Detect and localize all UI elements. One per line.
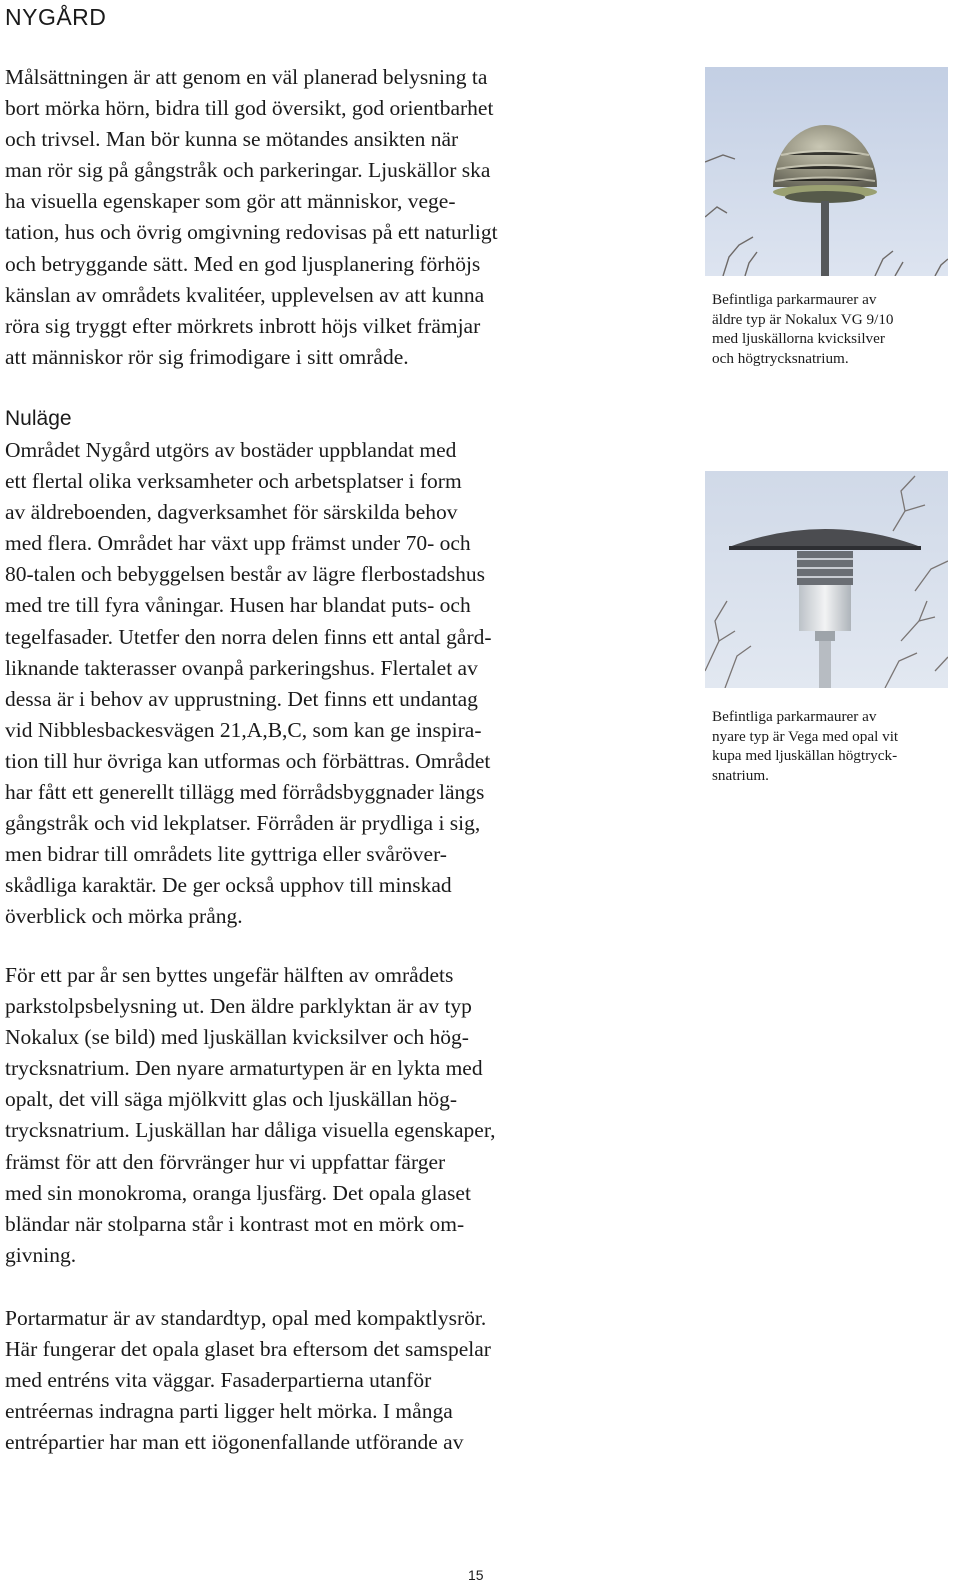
page-number: 15: [468, 1567, 484, 1583]
text-line: Portarmatur är av standardtyp, opal med kompaktlysrör.: [5, 1306, 487, 1330]
text-line: med tre till fyra våningar. Husen har blandat puts- och: [5, 593, 471, 618]
text-line: av äldreboenden, dagverksamhet för särskilda behov: [5, 500, 458, 525]
text-line: nyare typ är Vega med opal vit: [712, 727, 899, 745]
text-line: skådliga karaktär. De ger också upphov till minskad: [5, 873, 452, 898]
text-line: givning.: [5, 1242, 77, 1267]
opal-globe: [799, 585, 851, 631]
nulage-paragraph: [5, 435, 605, 933]
text-line: och högtrycksnatrium.: [712, 349, 849, 367]
text-line: ett flertal olika verksamheter och arbetsplatser i form: [5, 469, 462, 494]
text-line: bort mörka hörn, bidra till god översikt, god orientbarhet: [5, 96, 494, 121]
text-line: liknande takterasser ovanpå parkeringshus. Flertalet av: [5, 655, 478, 680]
text-line: med sin monokroma, oranga ljusfärg. Det opala glaset: [5, 1180, 471, 1205]
vega-lamp-photo: [705, 471, 948, 688]
text-line: tation, hus och övrig omgivning redovisas på ett naturligt: [5, 220, 498, 245]
text-line: och betryggande sätt. Med en god ljusplanering förhöjs: [5, 251, 481, 276]
nokalux-caption-lines: [712, 290, 957, 368]
text-line: med ljuskällorna kvicksilver: [712, 330, 885, 348]
text-line: Målsättningen är att genom en väl planerad belysning ta: [5, 65, 488, 89]
lighting-paragraph: [5, 960, 605, 1271]
nokalux-caption: [712, 290, 957, 368]
text-line: men bidrar till områdets lite gyttriga eller svåröver-: [5, 842, 447, 867]
page-title: NYGÅRD: [5, 4, 107, 30]
text-line: att människor rör sig frimodigare i sitt område.: [5, 344, 409, 369]
text-line: överblick och mörka prång.: [5, 904, 243, 929]
text-line: tion till hur övriga kan utformas och förbättras. Området: [5, 748, 491, 773]
text-line: känslan av områdets kvalitéer, upplevelsen av att kunna: [5, 282, 485, 307]
text-line: Befintliga parkarmaurer av: [712, 291, 877, 308]
text-line: främst för att den förvränger hur vi uppfattar färger: [5, 1149, 446, 1174]
text-line: snatrium.: [712, 766, 769, 784]
text-line: man rör sig på gångstråk och parkeringar. Ljuskällor ska: [5, 158, 491, 183]
text-line: gångstråk och vid lekplatser. Förråden är prydliga i sig,: [5, 811, 481, 836]
text-line: med entréns vita väggar. Fasaderpartierna utanför: [5, 1368, 432, 1393]
text-line: bländar när stolparna står i kontrast mot en mörk om-: [5, 1211, 465, 1236]
text-line: Befintliga parkarmaurer av: [712, 708, 877, 725]
text-line: röra sig tryggt efter mörkrets inbrott höjs vilket främjar: [5, 313, 481, 338]
text-line: trycksnatrium. Den nyare armaturtypen är en lykta med: [5, 1056, 483, 1081]
intro-paragraph: [5, 62, 605, 373]
text-line: ha visuella egenskaper som gör att människor, vege-: [5, 189, 456, 214]
text-line: kupa med ljuskällan högtryck-: [712, 747, 898, 765]
nulage-lines: [5, 435, 605, 933]
lamp-pole: [821, 201, 829, 276]
text-line: Här fungerar det opala glaset bra eftersom det samspelar: [5, 1337, 491, 1362]
text-line: 80-talen och bebyggelsen består av lägre flerbostadshus: [5, 562, 486, 587]
vega-caption: [712, 707, 957, 785]
vega-caption-lines: [712, 707, 957, 785]
entrance-lines: [5, 1303, 605, 1458]
text-line: entréernas indragna parti ligger helt mörka. I många: [5, 1399, 453, 1424]
intro-lines: [5, 62, 605, 373]
text-line: tegelfasader. Utetfer den norra delen finns ett antal gård-: [5, 624, 492, 649]
nulage-heading: Nuläge: [5, 407, 72, 430]
text-line: med flera. Området har växt upp främst under 70- och: [5, 531, 471, 556]
text-line: parkstolpsbelysning ut. Den äldre parklyktan är av typ: [5, 994, 472, 1019]
text-line: För ett par år sen byttes ungefär hälften av områdets: [5, 963, 454, 987]
entrance-paragraph: [5, 1303, 605, 1458]
text-line: har fått ett generellt tillägg med förrådsbyggnader längs: [5, 780, 485, 805]
text-line: äldre typ är Nokalux VG 9/10: [712, 310, 894, 328]
text-line: och trivsel. Man bör kunna se mötandes ansikten när: [5, 127, 459, 152]
lighting-lines: [5, 960, 605, 1271]
text-line: trycksnatrium. Ljuskällan har dåliga visuella egenskaper,: [5, 1118, 496, 1143]
lamp-pole: [819, 641, 831, 688]
text-line: Nokalux (se bild) med ljuskällan kvicksilver och hög-: [5, 1025, 469, 1050]
text-line: Området Nygård utgörs av bostäder uppblandat med: [5, 438, 457, 462]
text-line: vid Nibblesbackesvägen 21,A,B,C, som kan ge inspira-: [5, 717, 482, 742]
nokalux-lamp-photo: [705, 67, 948, 276]
text-line: dessa är i behov av upprustning. Det finns ett undantag: [5, 686, 478, 711]
text-line: entrépartier har man ett iögonenfallande utförande av: [5, 1430, 464, 1455]
text-line: opalt, det vill säga mjölkvitt glas och ljuskällan hög-: [5, 1087, 458, 1112]
